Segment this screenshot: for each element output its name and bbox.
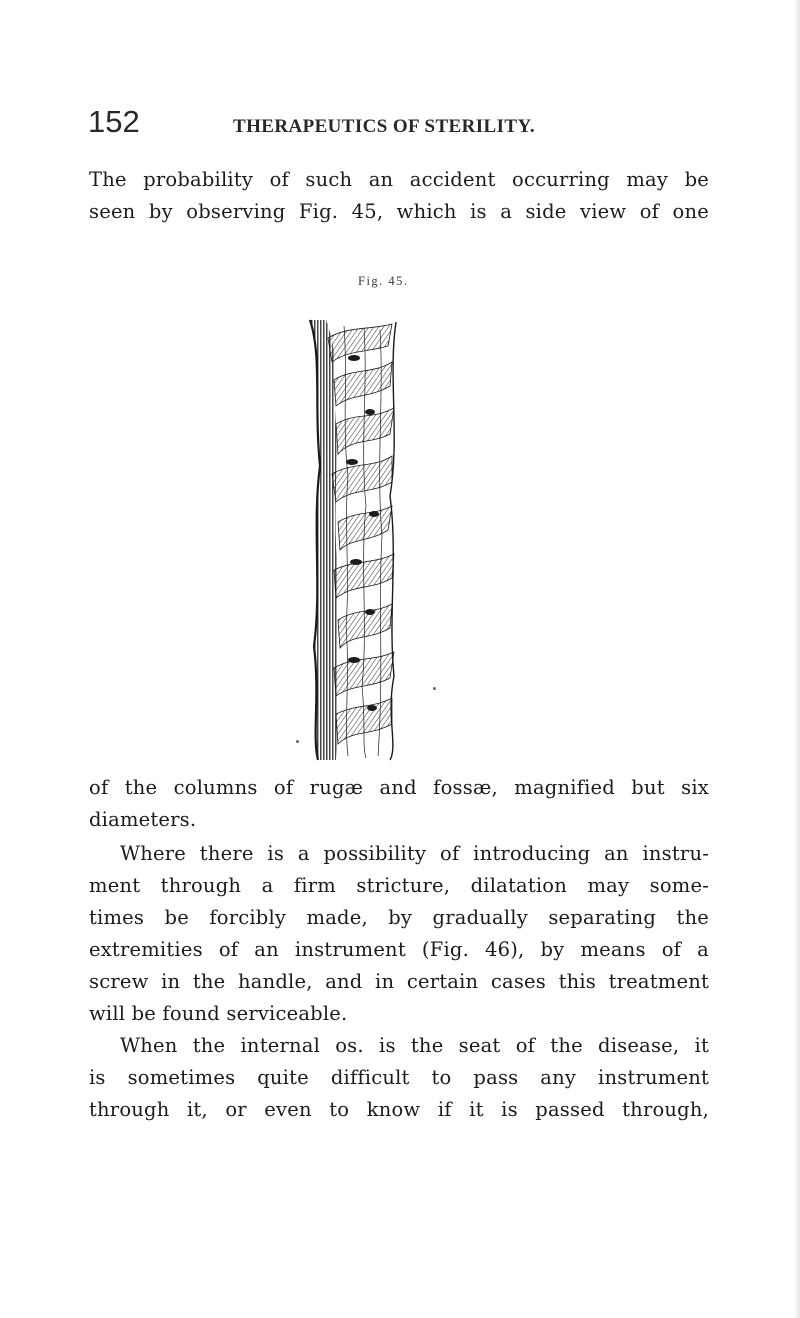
paragraph-internal-os xyxy=(89,1030,709,1126)
text-line: screw in the handle, and in certain cases this treatment xyxy=(89,970,709,993)
text-line: The probability of such an accident occurring may be xyxy=(89,168,709,191)
text-line: will be found serviceable. xyxy=(89,1002,348,1025)
text-line: extremities of an instrument (Fig. 46), by means of a xyxy=(89,938,709,961)
print-speck xyxy=(296,740,299,743)
paragraph-intro xyxy=(89,164,709,228)
text-line: is sometimes quite difficult to pass any instrument xyxy=(89,1066,709,1089)
text-line: ment through a firm stricture, dilatation may some- xyxy=(89,874,709,897)
text-line: Where there is a possibility of introducing an instru- xyxy=(120,842,709,865)
figure-caption: Fig. 45. xyxy=(358,274,409,288)
rugae-engraving-image xyxy=(308,316,403,762)
paragraph-after-figure xyxy=(89,772,709,836)
page-number: 152 xyxy=(88,104,140,139)
text-line: When the internal os. is the seat of the disease, it xyxy=(120,1034,709,1057)
text-line: diameters. xyxy=(89,808,197,831)
text-line: of the columns of rugæ and fossæ, magnified but six xyxy=(89,776,709,799)
running-head xyxy=(88,104,648,144)
text-line: times be forcibly made, by gradually separating the xyxy=(89,906,709,929)
print-speck xyxy=(433,687,436,690)
page-edge-shadow xyxy=(794,0,800,1318)
text-line: seen by observing Fig. 45, which is a side view of one xyxy=(89,200,709,223)
figure-45-illustration xyxy=(308,316,403,762)
text-line: through it, or even to know if it is passed through, xyxy=(89,1098,709,1121)
running-title: THERAPEUTICS OF STERILITY. xyxy=(233,116,535,137)
paragraph-stricture xyxy=(89,838,709,1030)
